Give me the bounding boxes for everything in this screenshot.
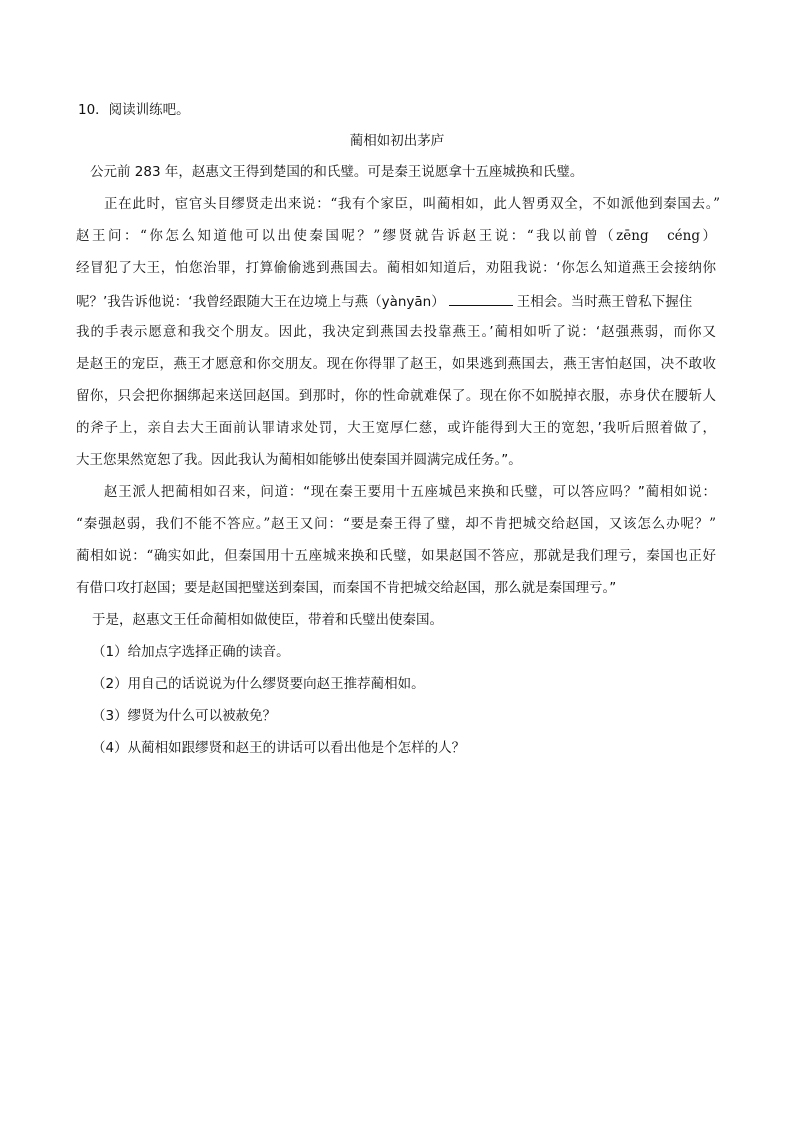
paragraph-1: 公元前 283 年，赵惠文王得到楚国的和氏璧。可是秦王说愿拿十五座城换和氏璧。 [90, 164, 584, 180]
paragraph-3-line-4: 有借口攻打赵国；要是赵国把璧送到秦国，而秦国不肯把城交给赵国，那么就是秦国理亏。” [76, 580, 617, 596]
paragraph-3-line-1: 赵王派人把蔺相如召来，问道：“现在秦王要用十五座城邑来换和氏璧，可以答应吗？”蔺相如说： [104, 484, 716, 500]
sub-question-1: （1）给加点字选择正确的读音。 [92, 644, 290, 660]
paragraph-2-line-1: 正在此时，宦官头目缪贤走出来说：“我有个家臣，叫蔺相如，此人智勇双全，不如派他到秦国去。” [104, 196, 720, 212]
passage-title: 蔺相如初出茅庐 [349, 133, 445, 149]
paragraph-2-line-3: 经冒犯了大王，怕您治罪，打算偷偷逃到燕国去。蔺相如知道后，劝阻我说：‘你怎么知道燕王会接纳你 [76, 260, 716, 276]
paragraph-4: 于是，赵惠文王任命蔺相如做使臣，带着和氏璧出使秦国。 [92, 612, 443, 628]
paragraph-2-line-5: 我的手表示愿意和我交个朋友。因此，我决定到燕国去投靠燕王。’蔺相如听了说：‘赵强燕弱，而你又 [76, 324, 716, 340]
sub-question-2: （2）用自己的话说说为什么缪贤要向赵王推荐蔺相如。 [92, 676, 425, 692]
paragraph-2-line-6: 是赵王的宠臣，燕王才愿意和你交朋友。现在你得罪了赵王，如果逃到燕国去，燕王害怕赵国，决不敢收 [76, 356, 716, 372]
sub-question-3: （3）缪贤为什么可以被赦免？ [92, 708, 277, 724]
paragraph-2-line-2: 赵王问：“你怎么知道他可以出使秦国呢？”缪贤就告诉赵王说：“我以前曾（zēng céng） [76, 228, 716, 244]
answer-blank[interactable] [449, 292, 513, 306]
paragraph-2-line-4 [76, 292, 692, 310]
paragraph-2-line-9: 大王您果然宽恕了我。因此我认为蔺相如能够出使秦国并圆满完成任务。”。 [76, 452, 522, 468]
paragraph-2-line-8: 的斧子上，亲自去大王面前认罪请求处罚，大王宽厚仁慈，或许能得到大王的宽恕，’我听后照着做了， [76, 420, 716, 436]
paragraph-3-line-3: 蔺相如说：“确实如此，但秦国用十五座城来换和氏璧，如果赵国不答应，那就是我们理亏，秦国也正好 [76, 548, 716, 564]
question-number: 10．阅读训练吧。 [78, 102, 190, 118]
paragraph-2-line-7: 留你，只会把你捆绑起来送回赵国。到那时，你的性命就难保了。现在你不如脱掉衣服，赤身伏在腰斩人 [76, 388, 716, 404]
paragraph-2-line-4-before-blank: 呢？’我告诉他说：‘我曾经跟随大王在边境上与燕（yànyān） [76, 294, 445, 310]
paragraph-3-line-2: “秦强赵弱，我们不能不答应。”赵王又问：“要是秦王得了璧，却不肯把城交给赵国，又该怎么办呢？” [76, 516, 716, 532]
paragraph-2-line-4-after-blank: 王相会。当时燕王曾私下握住 [516, 294, 693, 310]
sub-question-4: （4）从蔺相如跟缪贤和赵王的讲话可以看出他是个怎样的人？ [92, 740, 466, 756]
